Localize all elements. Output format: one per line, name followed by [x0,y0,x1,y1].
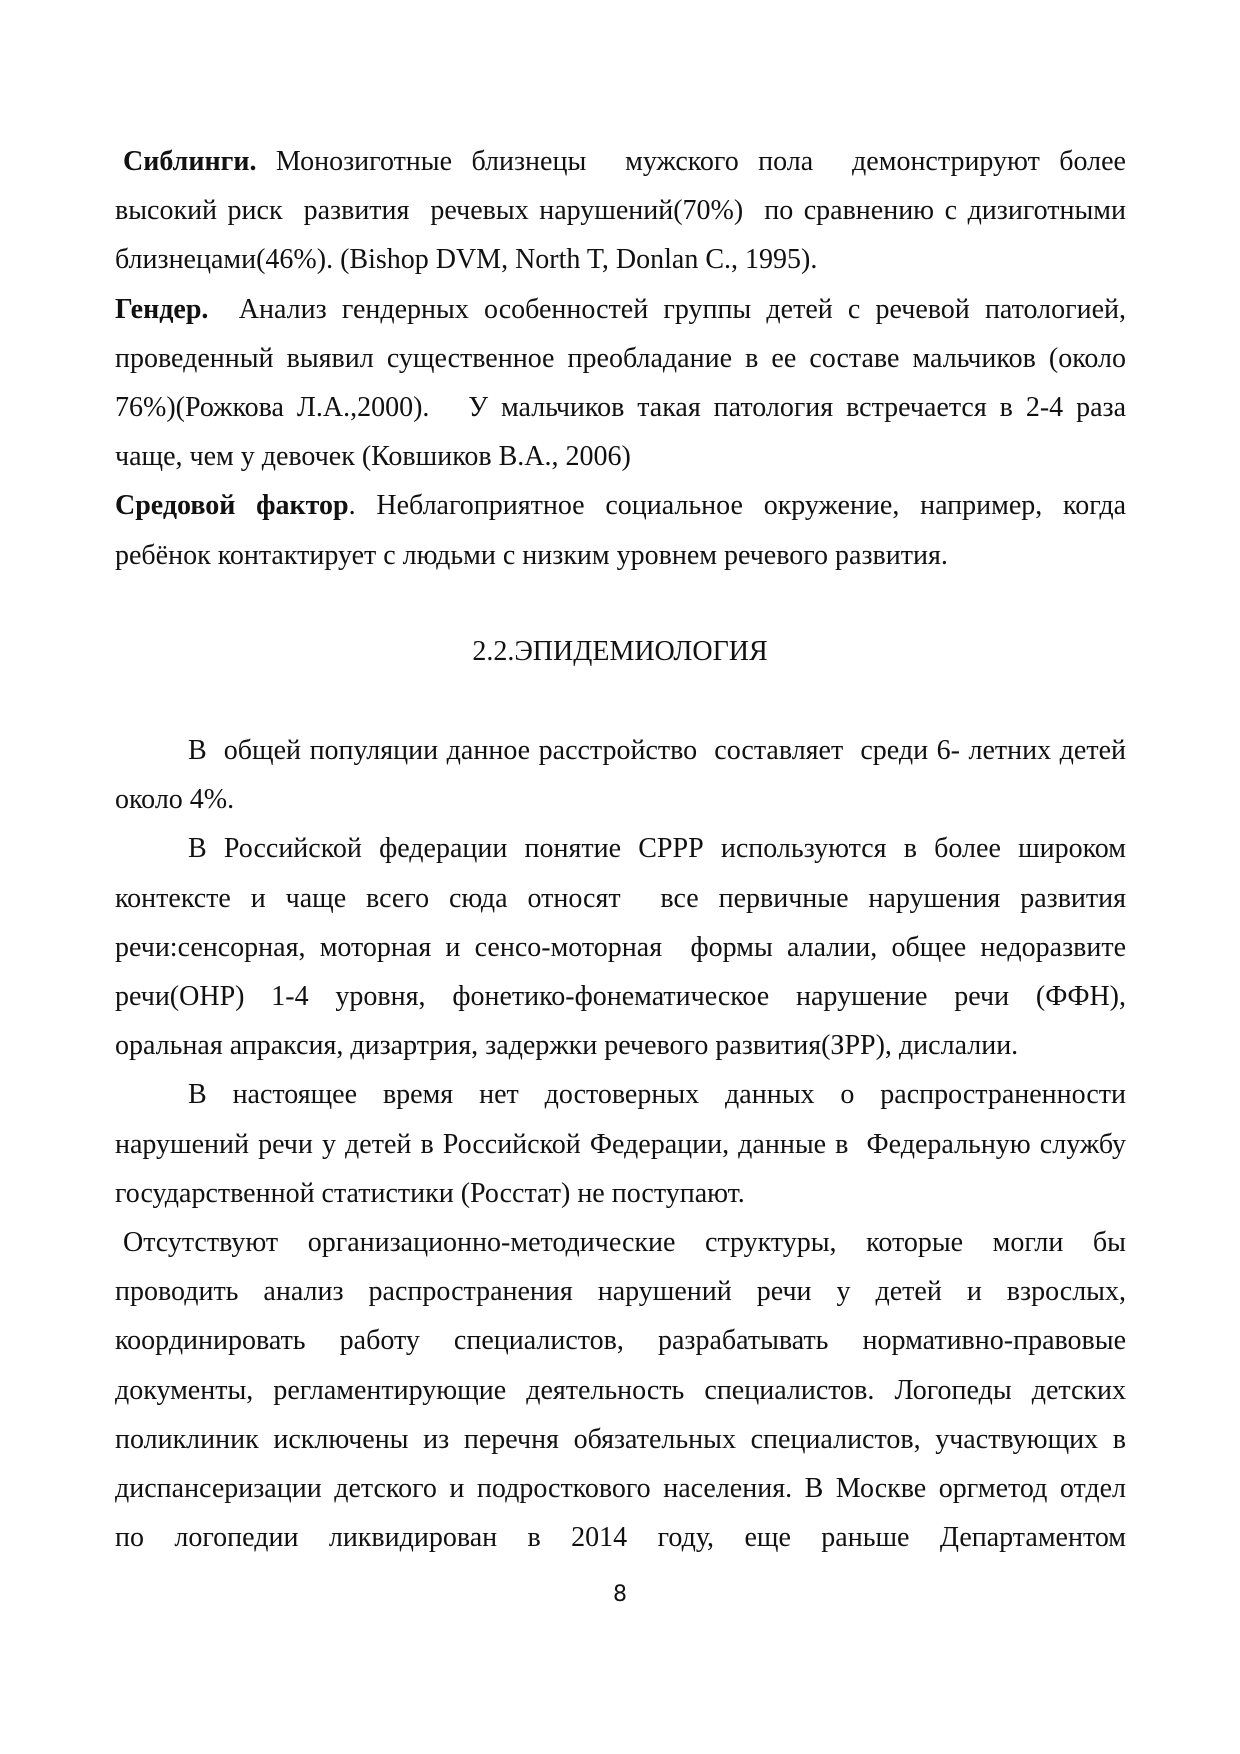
line-text: государственной статистики (Росстат) не поступают. [115,1177,745,1209]
text-block-risk-factors [115,137,1126,580]
line-text: проводить анализ распространения нарушений речи у детей и взрослых, [115,1276,1126,1308]
line-text: чаще, чем у девочек (Ковшиков В.А., 2006) [115,441,631,473]
text-line [115,186,1126,235]
text-line [115,481,1126,530]
line-text: высокий риск развития речевых нарушений(70%) по сравнению с дизиготными [115,195,1126,227]
line-text: координировать работу специалистов, разрабатывать нормативно-правовые [115,1325,1126,1357]
line-text: речи:сенсорная, моторная и сенсо-моторная формы алалии, общее недоразвите [115,931,1126,963]
text-line [115,1415,1126,1464]
line-text: диспансеризации детского и подросткового населения. В Москве оргметод отдел [115,1473,1126,1505]
text-line [115,726,1126,775]
line-text: В настоящее время нет достоверных данных о распространенности [188,1079,1126,1111]
text-line [115,1120,1126,1169]
line-text: около 4%. [115,784,235,816]
line-text: ребёнок контактирует с людьми с низким уровнем речевого развития. [115,539,948,571]
line-text: 76%)(Рожкова Л.А.,2000). У мальчиков такая патология встречается в 2-4 раза [115,392,1126,424]
text-line [115,1021,1126,1070]
text-line [115,1366,1126,1415]
text-line [115,775,1126,824]
text-line [115,1316,1126,1365]
text-line [115,334,1126,383]
text-line [115,874,1126,923]
line-text: контексте и чаще всего сюда относят все первичные нарушения развития [115,882,1126,914]
line-text: проведенный выявил существенное преобладание в ее составе мальчиков (около [115,342,1126,374]
bold-term: Гендер. [115,293,209,325]
text-line [115,972,1126,1021]
line-text: В общей популяции данное расстройство составляет среди 6- летних детей [188,735,1126,766]
text-block-epidemiology [115,726,1126,1562]
line-text: Анализ гендерных особенностей группы детей с речевой патологией, [208,293,1126,325]
section-heading: 2.2.ЭПИДЕМИОЛОГИЯ [472,636,768,667]
text-line [115,1218,1126,1267]
line-text: Монозиготные близнецы мужского пола демонстрируют более [256,146,1126,177]
text-line [115,531,1126,580]
page-number: 8 [613,1582,627,1607]
line-text: оральная апраксия, дизартрия, задержки речевого развития(ЗРР), дислалии. [115,1030,1019,1062]
line-text: речи(ОНР) 1-4 уровня, фонетико-фонематическое нарушение речи (ФФН), [115,981,1126,1013]
text-line [115,1169,1126,1218]
text-line [115,383,1126,432]
text-line [115,1513,1126,1562]
line-text: поликлиник исключены из перечня обязательных специалистов, участвующих в [115,1423,1126,1455]
line-text: документы, регламентирующие деятельность специалистов. Логопеды детских [115,1374,1126,1406]
text-line [115,432,1126,481]
text-line [115,923,1126,972]
line-text: В Российской федерации понятие СРРР используются в более широком [188,833,1126,865]
text-line [115,137,1126,186]
text-line [115,1070,1126,1119]
line-text: по логопедии ликвидирован в 2014 году, еще раньше Департаментом [115,1522,1126,1554]
bold-term: Сиблинги. [123,146,257,177]
text-line [115,1464,1126,1513]
line-text: . Неблагоприятное социальное окружение, например, когда [348,490,1126,522]
line-text: нарушений речи у детей в Российской Федерации, данные в Федеральную службу [115,1128,1126,1160]
text-line [115,824,1126,873]
bold-term: Средовой фактор [115,490,349,522]
text-line [115,235,1126,284]
text-line [115,1267,1126,1316]
text-line [115,285,1126,334]
line-text: Отсутствуют организационно-методические структуры, которые могли бы [123,1227,1126,1259]
line-text: близнецами(46%). (Bishop DVM, North T, Donlan C., 1995). [115,244,818,276]
